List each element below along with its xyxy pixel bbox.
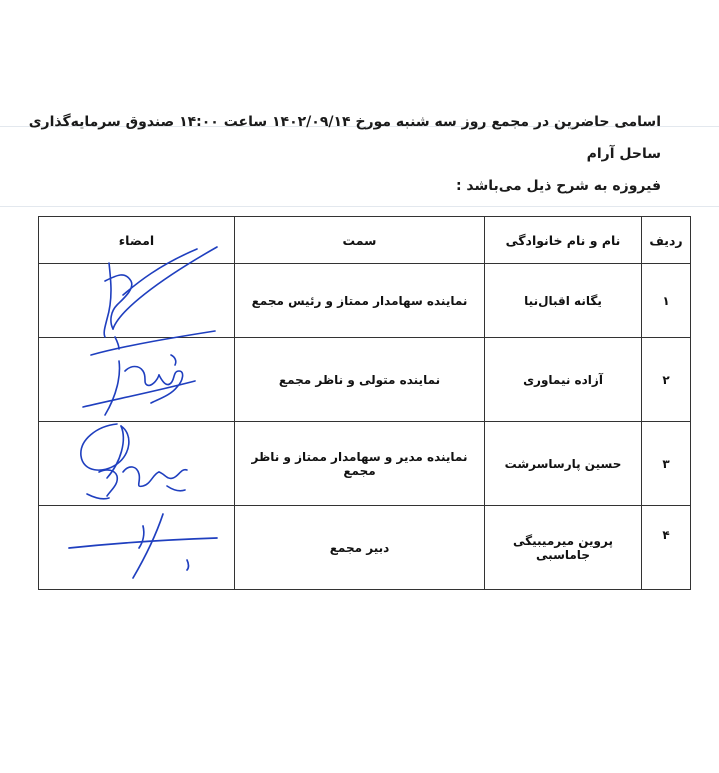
signature-cell — [39, 506, 235, 590]
signature-4 — [47, 508, 227, 588]
table-row — [39, 264, 691, 338]
attendee-name: پروین میرمیبیگی جاماسبی — [485, 506, 642, 590]
header-signature: امضاء — [39, 217, 235, 264]
signature-2 — [47, 325, 227, 435]
table-row — [39, 338, 691, 422]
signature-cell — [39, 264, 235, 338]
header-row-number: ردیف — [642, 217, 691, 264]
row-number: ۱ — [642, 264, 691, 338]
intro-line-1: اسامی حاضرین در مجمع روز سه شنبه مورخ ۱۴۰۲/۰۹/۱۴ ساعت ۱۴:۰۰ صندوق سرمایه‌گذاری ساحل آرام — [28, 114, 661, 162]
attendee-role: نماینده سهامدار ممتاز و رئیس مجمع — [235, 264, 485, 338]
scan-guide-line — [0, 206, 719, 207]
header-role: سمت — [235, 217, 485, 264]
row-number: ۲ — [642, 338, 691, 422]
table-header-row — [39, 217, 691, 264]
intro-line-2: فیروزه به شرح ذیل می‌باشد : — [455, 178, 661, 194]
table-row — [39, 506, 691, 590]
attendee-role: نماینده متولی و ناظر مجمع — [235, 338, 485, 422]
signature-cell — [39, 338, 235, 422]
attendee-name: آزاده نیماوری — [485, 338, 642, 422]
row-number: ۳ — [642, 422, 691, 506]
header-full-name: نام و نام خانوادگی — [485, 217, 642, 264]
intro-paragraph — [21, 106, 661, 202]
attendee-name: حسین پارساسرشت — [485, 422, 642, 506]
row-number: ۴ — [642, 506, 691, 590]
attendees-table — [38, 216, 691, 590]
attendee-role: نماینده مدیر و سهامدار ممتاز و ناظر مجمع — [235, 422, 485, 506]
signature-3 — [47, 414, 227, 514]
signature-cell — [39, 422, 235, 506]
attendee-name: یگانه اقبال‌نیا — [485, 264, 642, 338]
table-row — [39, 422, 691, 506]
attendee-role: دبیر مجمع — [235, 506, 485, 590]
